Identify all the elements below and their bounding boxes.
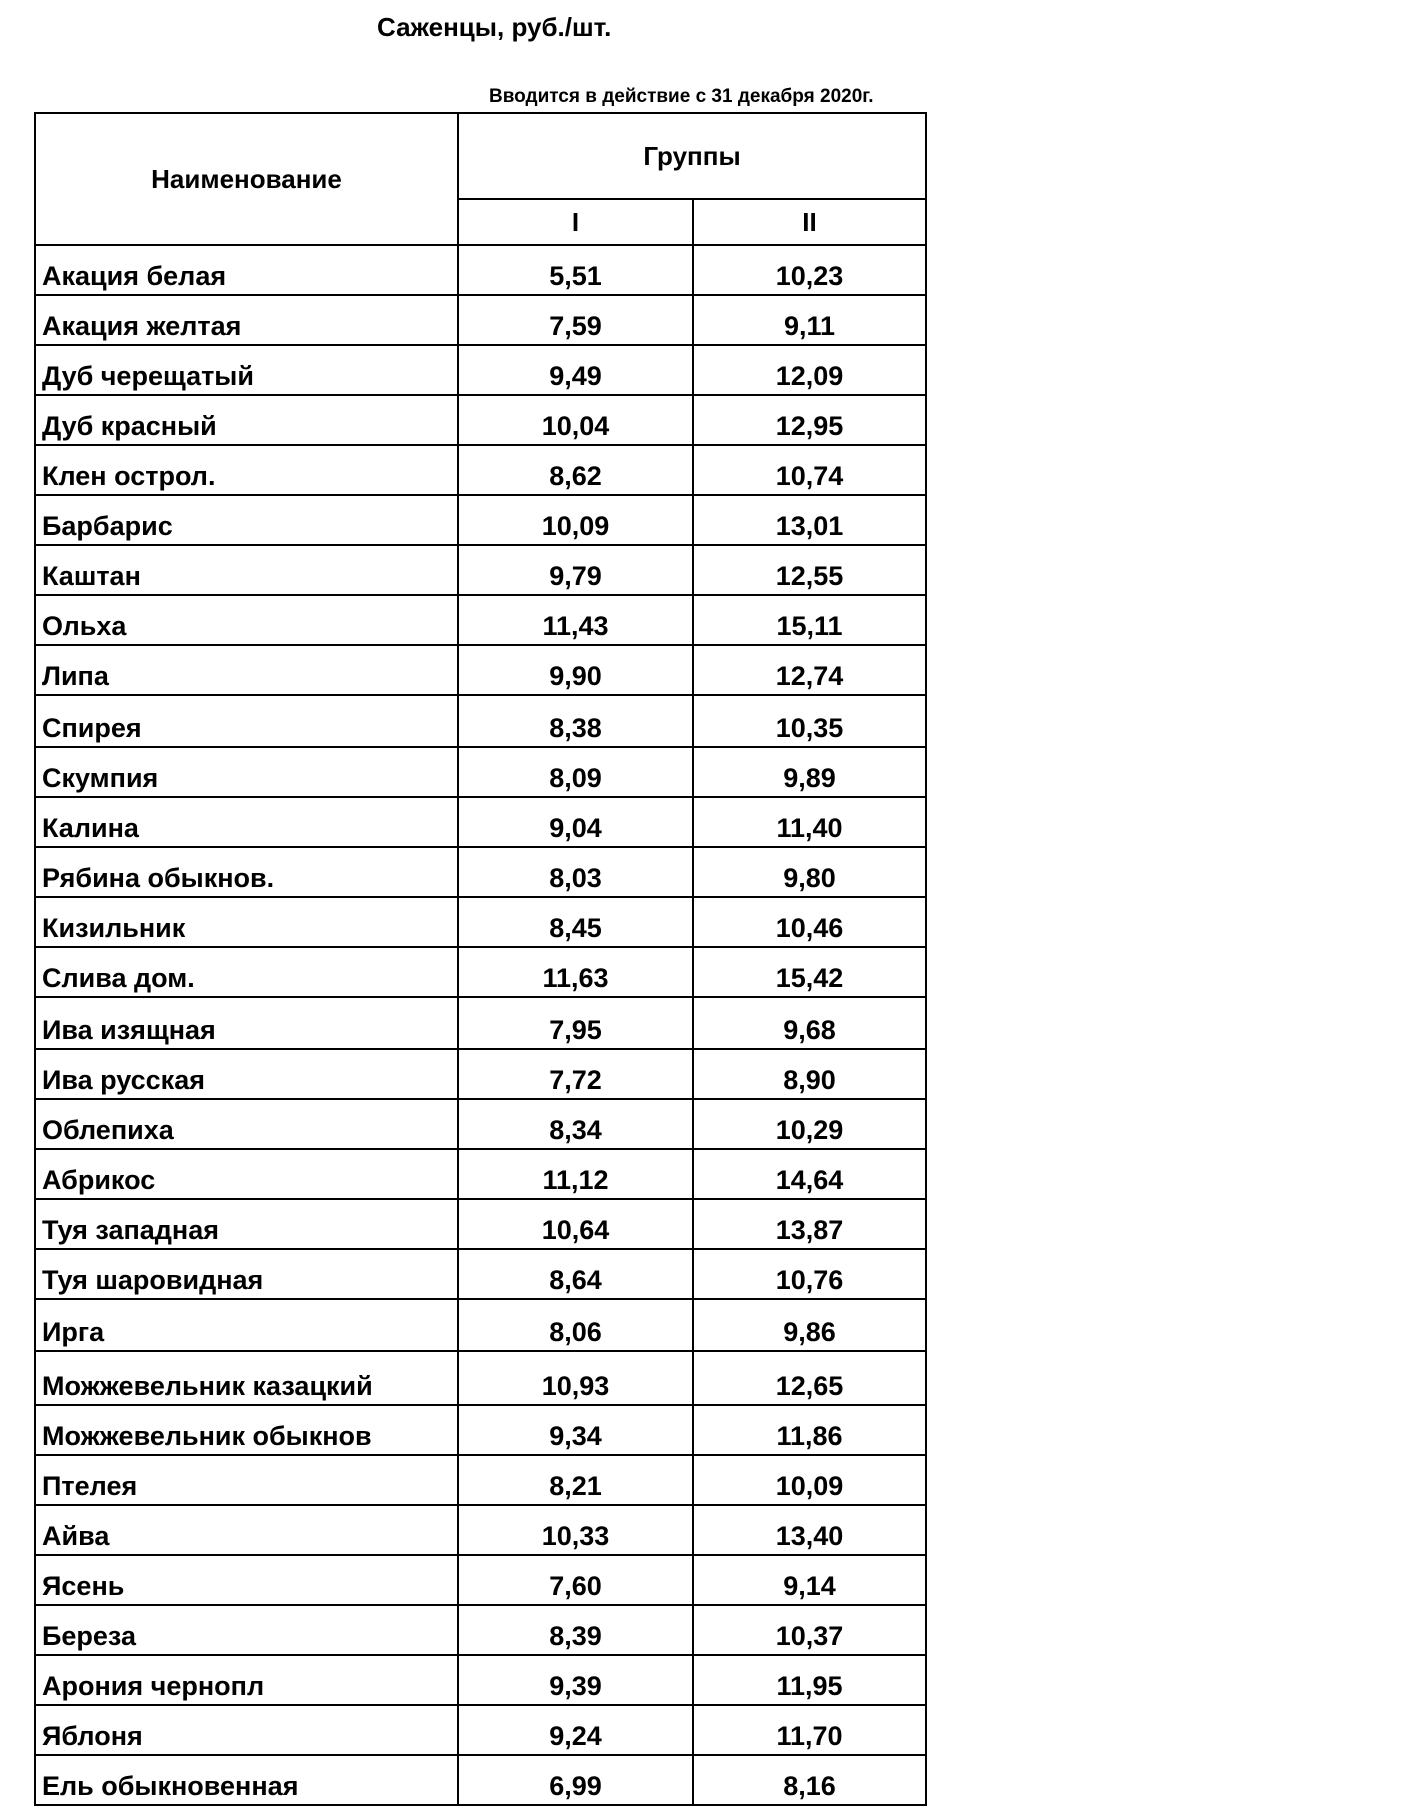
price-group-2-cell: 12,55 xyxy=(693,545,926,595)
plant-name-cell: Можжевельник казацкий xyxy=(35,1351,458,1405)
price-group-2-cell: 10,09 xyxy=(693,1455,926,1505)
price-group-1-cell: 10,64 xyxy=(458,1199,693,1249)
plant-name-cell: Дуб черещатый xyxy=(35,345,458,395)
plant-name-cell: Облепиха xyxy=(35,1099,458,1149)
price-group-2-cell: 13,87 xyxy=(693,1199,926,1249)
price-group-1-cell: 11,63 xyxy=(458,947,693,997)
price-group-2-cell: 13,01 xyxy=(693,495,926,545)
effective-date: Вводится в действие с 31 декабря 2020г. xyxy=(489,86,874,107)
table-row xyxy=(35,1249,926,1299)
plant-name-cell: Ива изящная xyxy=(35,997,458,1049)
price-group-1-cell: 8,39 xyxy=(458,1605,693,1655)
price-group-1-cell: 7,60 xyxy=(458,1555,693,1605)
price-group-1-cell: 7,72 xyxy=(458,1049,693,1099)
price-group-2-cell: 11,95 xyxy=(693,1655,926,1705)
table-row xyxy=(35,897,926,947)
table-row xyxy=(35,1505,926,1555)
price-table xyxy=(34,112,927,1806)
plant-name-cell: Туя шаровидная xyxy=(35,1249,458,1299)
price-group-1-cell: 9,24 xyxy=(458,1705,693,1755)
price-group-2-cell: 11,86 xyxy=(693,1405,926,1455)
plant-name-cell: Скумпия xyxy=(35,747,458,797)
price-group-2-cell: 8,90 xyxy=(693,1049,926,1099)
price-group-1-cell: 10,33 xyxy=(458,1505,693,1555)
price-group-2-cell: 10,35 xyxy=(693,695,926,747)
price-group-2-cell: 12,74 xyxy=(693,645,926,695)
table-row xyxy=(35,1455,926,1505)
price-group-2-cell: 15,11 xyxy=(693,595,926,645)
plant-name-cell: Айва xyxy=(35,1505,458,1555)
price-group-2-cell: 9,68 xyxy=(693,997,926,1049)
table-row xyxy=(35,1099,926,1149)
price-group-1-cell: 9,39 xyxy=(458,1655,693,1705)
plant-name-cell: Ольха xyxy=(35,595,458,645)
price-group-1-cell: 11,12 xyxy=(458,1149,693,1199)
table-row xyxy=(35,245,926,295)
plant-name-cell: Рябина обыкнов. xyxy=(35,847,458,897)
plant-name-cell: Абрикос xyxy=(35,1149,458,1199)
price-group-1-cell: 8,64 xyxy=(458,1249,693,1299)
price-group-2-cell: 12,95 xyxy=(693,395,926,445)
plant-name-cell: Яблоня xyxy=(35,1705,458,1755)
table-row xyxy=(35,545,926,595)
table-row xyxy=(35,1755,926,1805)
price-group-1-cell: 9,34 xyxy=(458,1405,693,1455)
plant-name-cell: Туя западная xyxy=(35,1199,458,1249)
price-group-2-cell: 9,80 xyxy=(693,847,926,897)
plant-name-cell: Кизильник xyxy=(35,897,458,947)
plant-name-cell: Барбарис xyxy=(35,495,458,545)
price-group-1-cell: 7,95 xyxy=(458,997,693,1049)
price-group-2-cell: 11,70 xyxy=(693,1705,926,1755)
table-row xyxy=(35,1299,926,1351)
plant-name-cell: Липа xyxy=(35,645,458,695)
table-row xyxy=(35,1605,926,1655)
price-group-2-cell: 10,76 xyxy=(693,1249,926,1299)
table-row xyxy=(35,645,926,695)
table-row xyxy=(35,747,926,797)
price-group-2-cell: 14,64 xyxy=(693,1149,926,1199)
price-group-1-cell: 9,49 xyxy=(458,345,693,395)
table-row xyxy=(35,1149,926,1199)
plant-name-cell: Ель обыкновенная xyxy=(35,1755,458,1805)
plant-name-cell: Акация белая xyxy=(35,245,458,295)
table-row xyxy=(35,1049,926,1099)
plant-name-cell: Клен острол. xyxy=(35,445,458,495)
table-row xyxy=(35,1655,926,1705)
price-group-2-cell: 10,74 xyxy=(693,445,926,495)
price-group-1-cell: 9,90 xyxy=(458,645,693,695)
table-row xyxy=(35,595,926,645)
table-row xyxy=(35,345,926,395)
table-row xyxy=(35,997,926,1049)
price-group-2-cell: 10,23 xyxy=(693,245,926,295)
price-group-1-cell: 8,45 xyxy=(458,897,693,947)
table-row xyxy=(35,295,926,345)
plant-name-cell: Можжевельник обыкнов xyxy=(35,1405,458,1455)
plant-name-cell: Акация желтая xyxy=(35,295,458,345)
price-group-1-cell: 8,62 xyxy=(458,445,693,495)
table-row xyxy=(35,695,926,747)
price-group-2-cell: 11,40 xyxy=(693,797,926,847)
table-row xyxy=(35,395,926,445)
price-group-1-cell: 9,79 xyxy=(458,545,693,595)
plant-name-cell: Спирея xyxy=(35,695,458,747)
price-group-1-cell: 10,93 xyxy=(458,1351,693,1405)
column-header-name: Наименование xyxy=(35,113,458,245)
table-row xyxy=(35,1705,926,1755)
price-group-2-cell: 15,42 xyxy=(693,947,926,997)
price-group-2-cell: 9,89 xyxy=(693,747,926,797)
price-group-1-cell: 5,51 xyxy=(458,245,693,295)
price-group-1-cell: 9,04 xyxy=(458,797,693,847)
plant-name-cell: Арония чернопл xyxy=(35,1655,458,1705)
column-header-group-1: I xyxy=(458,199,693,245)
price-group-1-cell: 8,03 xyxy=(458,847,693,897)
plant-name-cell: Калина xyxy=(35,797,458,847)
price-group-1-cell: 11,43 xyxy=(458,595,693,645)
table-row xyxy=(35,1199,926,1249)
page-title: Саженцы, руб./шт. xyxy=(377,12,612,42)
price-group-2-cell: 9,14 xyxy=(693,1555,926,1605)
price-group-1-cell: 10,09 xyxy=(458,495,693,545)
price-table-body xyxy=(35,245,926,1805)
column-header-group-2: II xyxy=(693,199,926,245)
table-row xyxy=(35,445,926,495)
plant-name-cell: Слива дом. xyxy=(35,947,458,997)
price-group-2-cell: 12,65 xyxy=(693,1351,926,1405)
price-group-2-cell: 8,16 xyxy=(693,1755,926,1805)
table-row xyxy=(35,947,926,997)
table-row xyxy=(35,1555,926,1605)
price-group-1-cell: 8,09 xyxy=(458,747,693,797)
price-group-1-cell: 10,04 xyxy=(458,395,693,445)
price-group-2-cell: 9,11 xyxy=(693,295,926,345)
table-row xyxy=(35,847,926,897)
plant-name-cell: Птелея xyxy=(35,1455,458,1505)
price-group-1-cell: 8,06 xyxy=(458,1299,693,1351)
price-group-2-cell: 12,09 xyxy=(693,345,926,395)
price-group-2-cell: 10,46 xyxy=(693,897,926,947)
price-group-2-cell: 9,86 xyxy=(693,1299,926,1351)
plant-name-cell: Ясень xyxy=(35,1555,458,1605)
plant-name-cell: Каштан xyxy=(35,545,458,595)
price-group-1-cell: 6,99 xyxy=(458,1755,693,1805)
plant-name-cell: Дуб красный xyxy=(35,395,458,445)
price-group-1-cell: 7,59 xyxy=(458,295,693,345)
table-row xyxy=(35,1405,926,1455)
table-row xyxy=(35,495,926,545)
price-group-1-cell: 8,21 xyxy=(458,1455,693,1505)
price-group-1-cell: 8,38 xyxy=(458,695,693,747)
price-group-2-cell: 10,37 xyxy=(693,1605,926,1655)
column-header-groups: Группы xyxy=(458,113,926,199)
price-group-1-cell: 8,34 xyxy=(458,1099,693,1149)
table-row xyxy=(35,1351,926,1405)
plant-name-cell: Ива русская xyxy=(35,1049,458,1099)
plant-name-cell: Ирга xyxy=(35,1299,458,1351)
plant-name-cell: Береза xyxy=(35,1605,458,1655)
price-group-2-cell: 10,29 xyxy=(693,1099,926,1149)
table-row xyxy=(35,797,926,847)
price-group-2-cell: 13,40 xyxy=(693,1505,926,1555)
